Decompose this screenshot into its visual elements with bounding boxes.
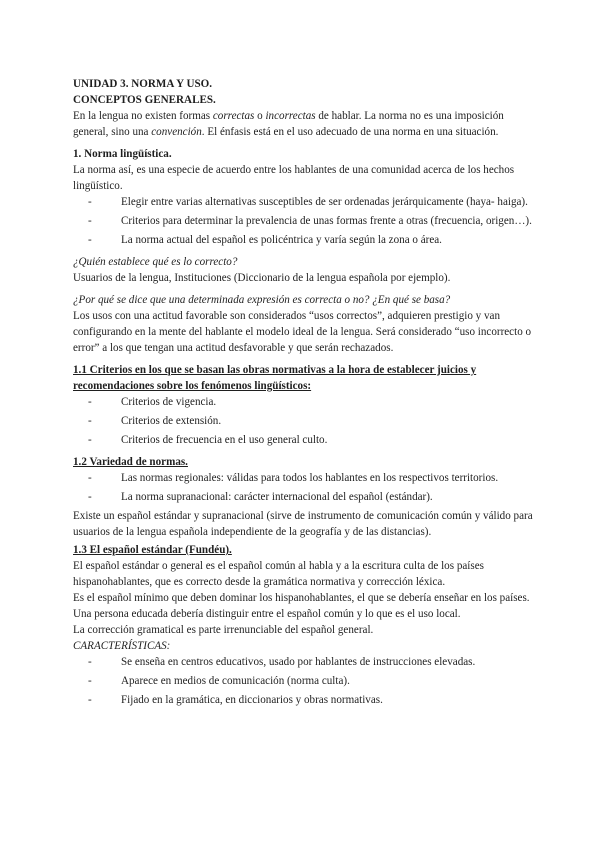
section-1-paragraph: La norma así, es una especie de acuerdo entre los hablantes de una comunidad acerca de los hechos lingüístico. xyxy=(73,164,515,192)
list-item: - Elegir entre varias alternativas susceptibles de ser ordenadas jerárquicamente (haya- haiga). xyxy=(88,196,528,208)
list-item: - Se enseña en centros educativos, usado por hablantes de instrucciones elevadas. xyxy=(88,656,476,668)
characteristics-label: CARACTERÍSTICAS: xyxy=(73,640,171,652)
unit-title: UNIDAD 3. NORMA Y USO. xyxy=(73,78,213,90)
list-item: - La norma actual del español es policéntrica y varía según la zona o área. xyxy=(88,234,442,246)
list-item: - Las normas regionales: válidas para todos los hablantes en los respectivos territorios. xyxy=(88,472,499,484)
section-1-3-paragraph-2: Es el español mínimo que deben dominar los hispanohablantes, el que se debería enseñar en los países. Una persona educada debería distinguir entre el español común y lo que es el uso local. xyxy=(73,592,530,620)
list-item: - Aparece en medios de comunicación (norma culta). xyxy=(88,675,350,687)
list-item: - Criterios para determinar la prevalencia de unas formas frente a otras (frecuencia, origen…). xyxy=(88,215,532,227)
list-item: - La norma supranacional: carácter internacional del español (estándar). xyxy=(88,491,433,503)
document-content xyxy=(73,76,535,711)
list-item: - Criterios de extensión. xyxy=(88,415,222,427)
section-1-3-paragraph-1: El español estándar o general es el español común al habla y a la escritura culta de los países hispanohablantes, que es correcto desde la gramática normativa y corrección léxica. xyxy=(73,560,484,588)
section-1-3-paragraph-3: La corrección gramatical es parte irrenunciable del español general. xyxy=(73,624,374,636)
section-1-1-list xyxy=(73,394,535,448)
section-1-1-heading: 1.1 Criterios en los que se basan las obras normativas a la hora de establecer juicios y recomendaciones sobre los fenómenos lingüísticos: xyxy=(73,364,477,392)
section-1-heading: 1. Norma lingüística. xyxy=(73,148,172,160)
section-1-list xyxy=(73,194,535,248)
list-item: - Criterios de frecuencia en el uso general culto. xyxy=(88,434,328,446)
section-1-2-paragraph: Existe un español estándar y supranacional (sirve de instrumento de comunicación común y válido para usuarios de la lengua española independiente de la geografía y de las distancias). xyxy=(73,510,533,538)
answer-2: Los usos con una actitud favorable son considerados “usos correctos”, adquieren prestigio y van configurando en la mente del hablante el modelo ideal de la lengua. Será considerado “uso incorrecto o error” a los que tengan una actitud desfavorable y que serán rechazados. xyxy=(73,310,532,354)
intro-paragraph: En la lengua no existen formas correctas o incorrectas de hablar. La norma no es una imposición general, sino una convención. El énfasis está en el uso adecuado de una norma en una situación. xyxy=(73,110,504,138)
list-item: - Fijado en la gramática, en diccionarios y obras normativas. xyxy=(88,694,383,706)
characteristics-list xyxy=(73,654,535,708)
list-item: - Criterios de vigencia. xyxy=(88,396,217,408)
section-1-2-heading: 1.2 Variedad de normas. xyxy=(73,456,188,468)
section-1-3-heading: 1.3 El español estándar (Fundéu). xyxy=(73,544,232,556)
question-2: ¿Por qué se dice que una determinada expresión es correcta o no? ¿En qué se basa? xyxy=(73,294,451,306)
unit-subtitle: CONCEPTOS GENERALES. xyxy=(73,94,216,106)
section-1-2-list xyxy=(73,470,535,505)
answer-1: Usuarios de la lengua, Instituciones (Diccionario de la lengua española por ejemplo). xyxy=(73,272,451,284)
question-1: ¿Quién establece qué es lo correcto? xyxy=(73,256,238,268)
